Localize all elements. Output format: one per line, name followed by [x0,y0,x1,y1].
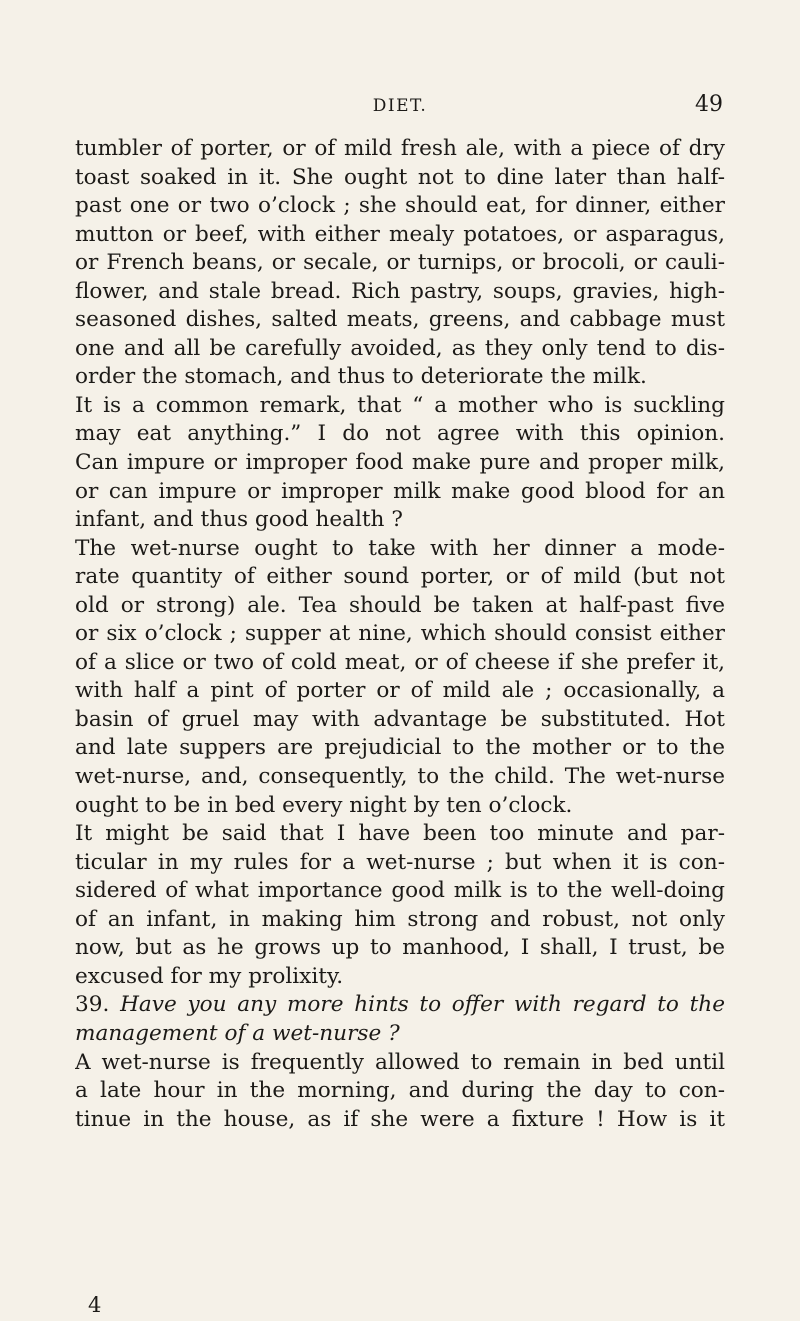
text-line: old or strong) ale. Tea should be taken at half-past five [75,592,725,618]
text-line: may eat anything.” I do not agree with this opinion. [75,421,725,447]
text-line: The wet-nurse ought to take with her dinner a mode- [75,535,725,561]
text-line: tumbler of porter, or of mild fresh ale, with a piece of dry [75,136,725,161]
text-line: sidered of what importance good milk is to the well-doing [75,878,725,904]
signature-mark: 4 [88,1293,102,1317]
text-line: A wet-nurse is frequently allowed to remain in bed until [75,1049,725,1075]
text-line: or six o’clock ; supper at nine, which should consist either [75,621,725,647]
text-line: basin of gruel may with advantage be substituted. Hot [75,706,725,732]
text-line: rate quantity of either sound porter, or of mild (but not [75,564,725,590]
text-line: of an infant, in making him strong and robust, not only [75,906,725,932]
question-line [75,991,725,1020]
page-header [75,92,725,122]
question-text: Have you any more hints to offer with regard to the [120,992,725,1018]
text-line: flower, and stale bread. Rich pastry, soups, gravies, high- [75,278,725,304]
running-head: DIET. [372,96,428,116]
text-line: one and all be carefully avoided, as they only tend to dis- [75,335,725,361]
text-line: Can impure or improper food make pure and proper milk, [75,450,725,476]
text-line: excused for my prolixity. [75,963,344,989]
text-line: ought to be in bed every night by ten o’clock. [75,792,573,818]
text-line: past one or two o’clock ; she should eat, for dinner, either [75,193,725,219]
text-line: infant, and thus good health ? [75,507,403,533]
question-line: management of a wet-nurse ? [75,1020,400,1046]
text-line: mutton or beef, with either mealy potatoes, or asparagus, [75,221,725,247]
text-line: or French beans, or secale, or turnips, or brocoli, or cauli- [75,250,725,276]
text-line: ticular in my rules for a wet-nurse ; but when it is con- [75,849,725,875]
text-line: seasoned dishes, salted meats, greens, and cabbage must [75,307,725,333]
text-line: It is a common remark, that “ a mother who is suckling [75,392,725,418]
text-line: and late suppers are prejudicial to the mother or to the [75,735,725,761]
text-line: It might be said that I have been too minute and par- [75,821,725,847]
question-number: 39. [75,992,110,1018]
text-line: or can impure or improper milk make good blood for an [75,478,725,504]
text-line: order the stomach, and thus to deteriorate the milk. [75,364,647,390]
text-line: tinue in the house, as if she were a fixture ! How is it [75,1106,725,1132]
text-line: toast soaked in it. She ought not to dine later than half- [75,164,725,190]
text-line: wet-nurse, and, consequently, to the child. The wet-nurse [75,764,725,790]
text-line: now, but as he grows up to manhood, I shall, I trust, be [75,935,725,961]
text-line: of a slice or two of cold meat, or of cheese if she prefer it, [75,649,725,675]
text-line: a late hour in the morning, and during the day to con- [75,1078,725,1104]
text-line: with half a pint of porter or of mild ale ; occasionally, a [75,678,725,704]
body-text [75,135,725,1134]
page-number: 49 [695,92,723,117]
